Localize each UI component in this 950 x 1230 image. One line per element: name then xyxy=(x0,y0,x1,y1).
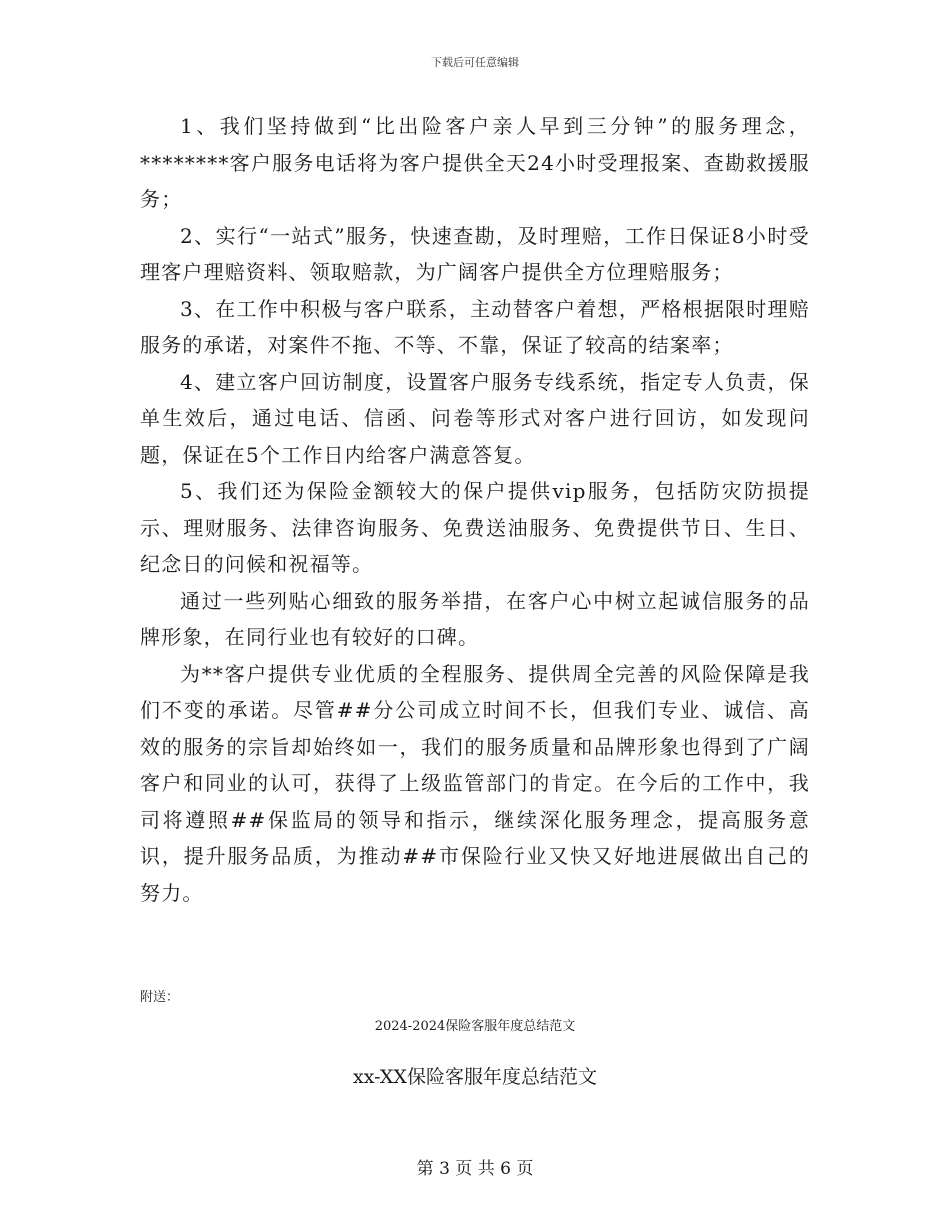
document-body xyxy=(140,108,810,911)
paragraph-2: 2、实行“一站式”服务，快速查勘，及时理赔，工作日保证8小时受理客户理赔资料、领取赔款，为广阔客户提供全方位理赔服务； xyxy=(140,223,810,284)
paragraph-3: 3、在工作中积极与客户联系，主动替客户着想，严格根据限时理赔服务的承诺，对案件不拖、不等、不靠，保证了较高的结案率； xyxy=(140,296,810,357)
paragraph-7: 为**客户提供专业优质的全程服务、提供周全完善的风险保障是我们不变的承诺。尽管##分公司成立时间不长，但我们专业、诚信、高效的服务的宗旨却始终如一，我们的服务质量和品牌形象也得到了广阔客户和同业的认可，获得了上级监管部门的肯定。在今后的工作中，我司将遵照##保监局的领导和指示，继续深化服务理念，提高服务意识，提升服务品质，为推动##市保险行业又快又好地进展做出自己的努力。 xyxy=(140,661,810,905)
paragraph-4: 4、建立客户回访制度，设置客户服务专线系统，指定专人负责，保单生效后，通过电话、信函、问卷等形式对客户进行回访，如发现问题，保证在5个工作日内给客户满意答复。 xyxy=(140,369,810,467)
page-footer: 第 3 页 共 6 页 xyxy=(416,1159,534,1179)
paragraph-6: 通过一些列贴心细致的服务举措，在客户心中树立起诚信服务的品牌形象，在同行业也有较好的口碑。 xyxy=(140,588,810,649)
page-header: 下载后可任意编辑 xyxy=(431,56,519,69)
appendix-title: 2024-2024保险客服年度总结范文 xyxy=(374,1019,576,1034)
paragraph-1: 1、我们坚持做到“比出险客户亲人早到三分钟”的服务理念，********客户服务电话将为客户提供全天24小时受理报案、查勘救援服务； xyxy=(140,114,810,211)
appendix-label: 附送： xyxy=(140,990,180,1005)
document-title: xx-XX保险客服年度总结范文 xyxy=(353,1066,597,1088)
paragraph-5: 5、我们还为保险金额较大的保户提供vip服务，包括防灾防损提示、理财服务、法律咨询服务、免费送油服务、免费提供节日、生日、纪念日的问候和祝福等。 xyxy=(140,479,810,576)
